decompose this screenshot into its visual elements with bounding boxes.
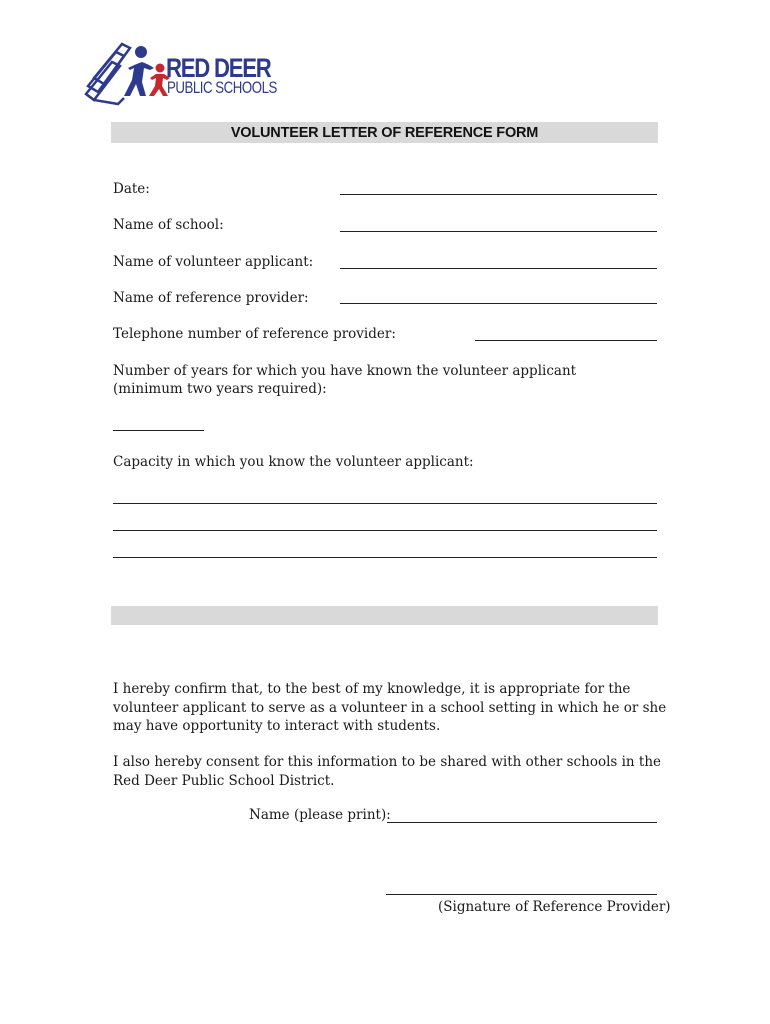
years-known-label-line1: Number of years for which you have known the volunteer applicant xyxy=(113,363,577,379)
date-label: Date: xyxy=(113,181,150,197)
applicant-name-label: Name of volunteer applicant: xyxy=(113,254,314,270)
capacity-label: Capacity in which you know the volunteer applicant: xyxy=(113,454,474,470)
capacity-input-line-2[interactable] xyxy=(113,530,657,531)
logo-text-red-deer: RED DEER xyxy=(166,53,271,83)
years-known-label-line2: (minimum two years required): xyxy=(113,381,327,397)
provider-name-input-line[interactable] xyxy=(340,303,657,304)
signature-line[interactable] xyxy=(386,894,657,895)
school-name-label: Name of school: xyxy=(113,217,224,233)
name-print-input-line[interactable] xyxy=(387,822,657,823)
logo-text-public-schools: PUBLIC SCHOOLS xyxy=(167,78,277,97)
provider-name-label: Name of reference provider: xyxy=(113,290,309,306)
years-known-input-line[interactable] xyxy=(113,430,204,431)
confirmation-paragraph: I hereby confirm that, to the best of my knowledge, it is appropriate for the volunteer applicant to serve as a volunteer in a school setting in which he or she may have opportunity to interact with students. xyxy=(113,681,667,734)
capacity-input-line-3[interactable] xyxy=(113,557,657,558)
applicant-name-input-line[interactable] xyxy=(340,268,657,269)
telephone-input-line[interactable] xyxy=(475,340,657,341)
consent-paragraph: I also hereby consent for this information to be shared with other schools in the Red Deer Public School District. xyxy=(113,754,662,789)
date-input-line[interactable] xyxy=(340,194,657,195)
signature-caption: (Signature of Reference Provider) xyxy=(438,899,671,915)
capacity-input-line-1[interactable] xyxy=(113,503,657,504)
section-divider-bar xyxy=(111,606,658,625)
form-title: VOLUNTEER LETTER OF REFERENCE FORM xyxy=(230,125,539,141)
name-print-label: Name (please print): xyxy=(249,807,391,823)
school-name-input-line[interactable] xyxy=(340,231,657,232)
telephone-label: Telephone number of reference provider: xyxy=(113,326,396,342)
form-title-bar xyxy=(111,122,658,143)
